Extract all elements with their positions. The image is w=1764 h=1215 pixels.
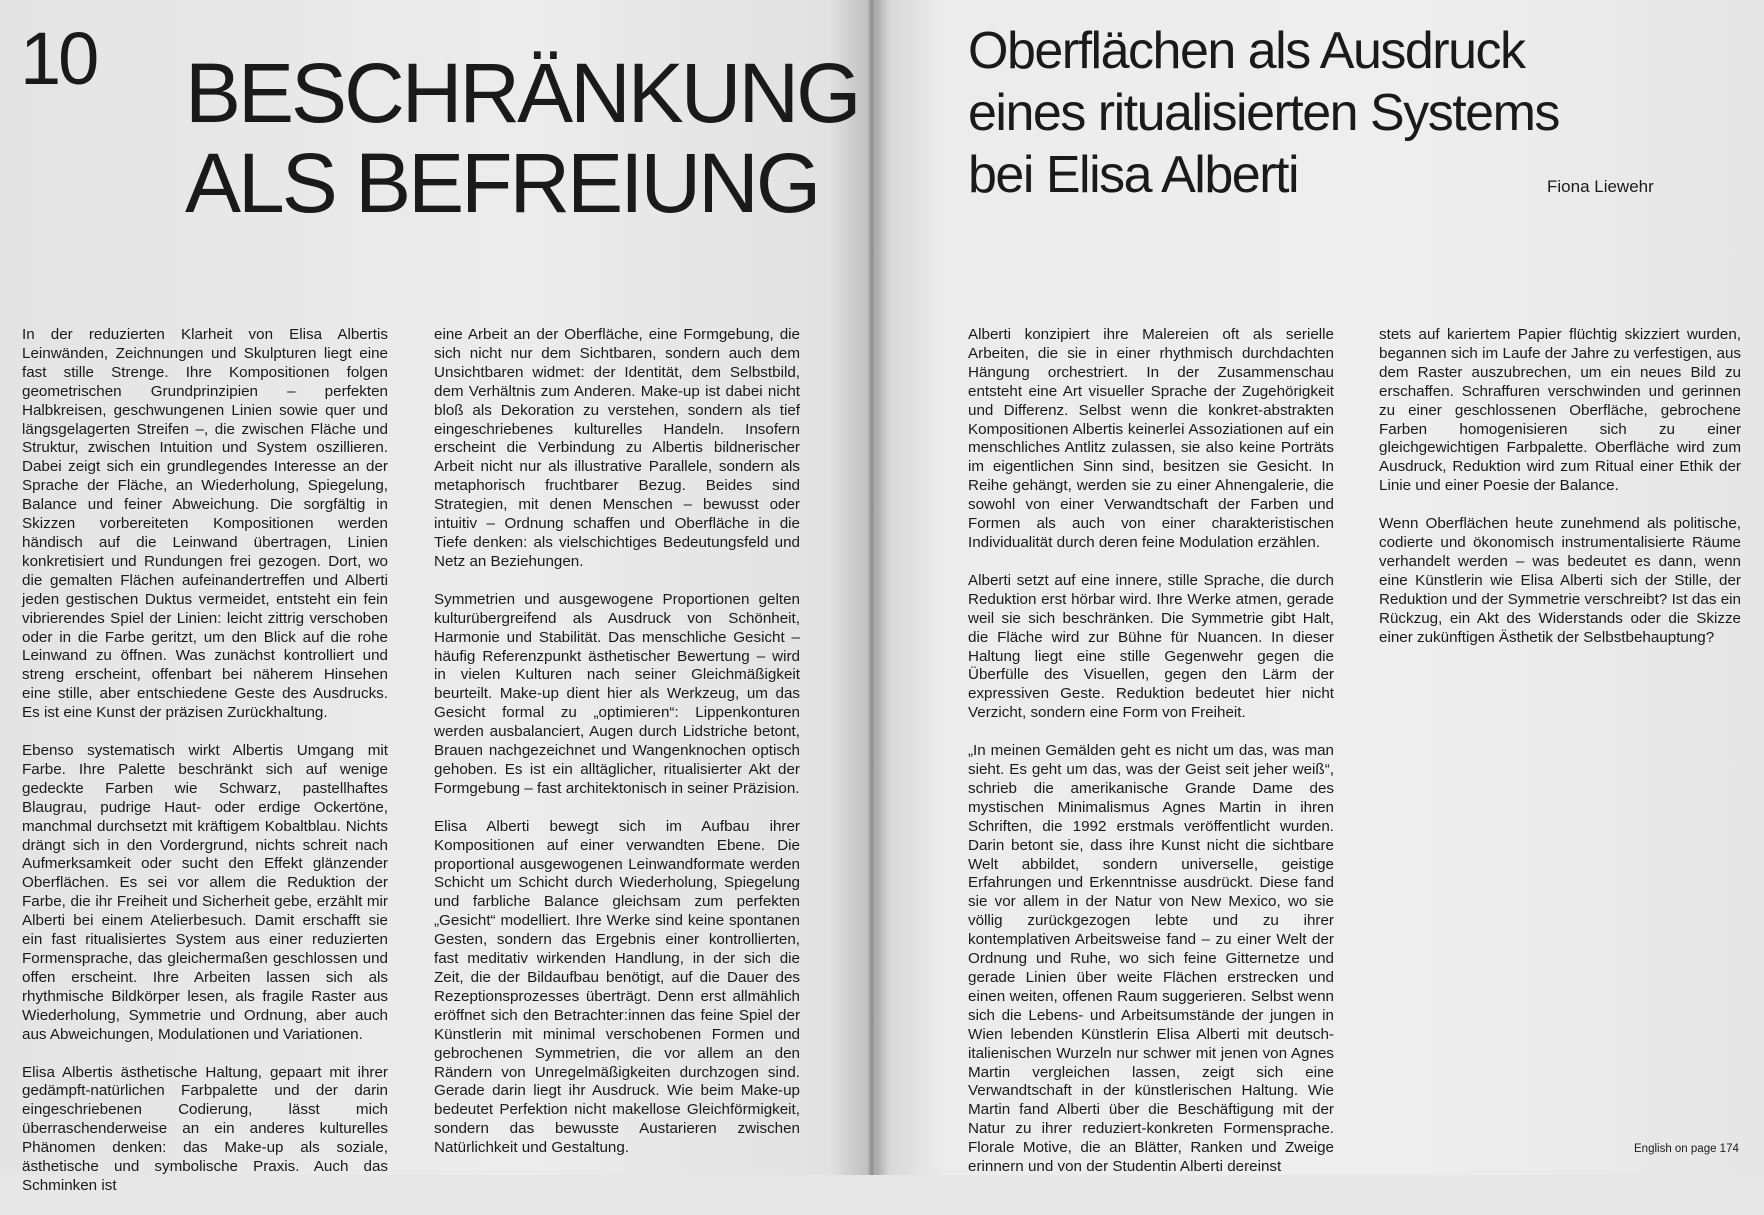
article-title-line: Oberflächen als Ausdruck (968, 22, 1525, 80)
book-gutter (868, 0, 876, 1175)
article-title-line: bei Elisa Alberti (968, 146, 1299, 204)
article-title-line: eines ritualisierten Systems (968, 84, 1559, 142)
paragraph: Alberti konzipiert ihre Malereien oft als serielle Arbeiten, die sie in einer rhythmisch durchdachten Hängung orchestriert. In der Zusammenschau entsteht eine Art visueller Sprache der Zugehörigkeit und Differenz. Selbst wenn die konkret-abstrakten Kompositionen Albertis keinerlei Assoziationen auf ein menschliches Antlitz zulassen, sie also keine Porträts im eigentlichen Sinn sind, besitzen sie Gesicht. In Reihe gehängt, werden sie zu einer Ahnengalerie, die sowohl von einer Verwandtschaft der Farben und Formen als auch von einer charakteristischen Individualität durch deren feine Modulation erzählen. (968, 326, 1334, 551)
section-title-line: ALS BEFREIUNG (185, 136, 819, 230)
text-column-2 (434, 326, 800, 1177)
left-page (0, 0, 872, 1194)
text-column-4 (1379, 326, 1741, 667)
text-column-1 (22, 326, 388, 1215)
chapter-number: 10 (20, 17, 97, 100)
paragraph: Ebenso systematisch wirkt Albertis Umgang mit Farbe. Ihre Palette beschränkt sich auf wenige gedeckte Farben wie Schwarz, pastellhaftes Blaugrau, pudrige Haut- oder erdige Ockertöne, manchmal durchsetzt mit kräftigem Kobaltblau. Nichts drängt sich in den Vordergrund, nichts schreit nach Aufmerksamkeit oder sucht den Effekt glänzender Oberflächen. Es sei vor allem die Reduktion der Farbe, die ihr Freiheit und Sicherheit gebe, erzählt mir Alberti bei einem Atelierbesuch. Damit erschafft sie ein fast ritualisiertes System aus einer reduzierten Formensprache, das gleichermaßen geschlossen und offen erscheint. Ihre Arbeiten lassen sich als rhythmische Bildkörper lesen, als fragile Raster aus Wiederholung, Symmetrie und Ordnung, aber auch aus Abweichungen, Modulationen und Variationen. (22, 742, 388, 1043)
paragraph: Alberti setzt auf eine innere, stille Sprache, die durch Reduktion erst hörbar wird. Ihre Werke atmen, gerade weil sie sich beschränken. Die Symmetrie gibt Halt, die Fläche wird zur Bühne für Nuancen. In dieser Haltung liegt eine stille Gegenwehr gegen die Überfülle des Visuellen, gegen den Lärm der expressiven Geste. Reduktion bedeutet hier nicht Verzicht, sondern eine Form von Freiheit. (968, 571, 1334, 722)
paragraph: Elisa Alberti bewegt sich im Aufbau ihrer Kompositionen auf einer verwandten Ebene. Die proportional ausgewogenen Leinwandformate werden Schicht um Schicht durch Wiederholung, Spiegelung und farbliche Balance gleichsam zum perfekten „Gesicht“ modelliert. Ihre Werke sind keine spontanen Gesten, sondern das Ergebnis einer kontrollierten, fast meditativ wirkenden Handlung, in der sich die Zeit, die der Bildaufbau benötigt, auf die Dauer des Rezeptionsprozesses überträgt. Denn erst allmählich eröffnet sich den Betrachter:innen das feine Spiel der Künstlerin mit minimal verschobenen Formen und gebrochenen Symmetrien, die vor allem an den Rändern von Unregelmäßigkeiten durchzogen sind. Gerade darin liegt ihr Ausdruck. Wie beim Make-up bedeutet Perfektion nicht makellose Gleichförmigkeit, sondern das bewusste Austarieren zwischen Natürlichkeit und Gestaltung. (434, 817, 800, 1157)
paragraph: „In meinen Gemälden geht es nicht um das, was man sieht. Es geht um das, was der Geist seit jeher weiß“, schrieb die amerikanische Grande Dame des mystischen Minimalismus Agnes Martin in ihren Schriften, die 1992 erstmals veröffentlicht wurden. Darin betont sie, dass ihre Kunst nicht die sichtbare Welt abbildet, sondern universelle, geistige Erfahrungen und Erkenntnisse ausdrückt. Diese fand sie vor allem in der Natur von New Mexico, wo sie völlig zurückgezogen lebte und zu ihrer kontemplativen Arbeitsweise fand – zu einer Welt der Ordnung und Ruhe, wo sich feine Gitternetze und gerade Linien über weite Flächen erstrecken und einen weiten, offenen Raum suggerieren. Selbst wenn sich die Lebens- und Arbeitsumstände der jungen in Wien lebenden Künstlerin Elisa Alberti mit deutsch-italienischen Wurzeln nur schwer mit jenen von Agnes Martin vergleichen lassen, zeigt sich eine Verwandtschaft in der künstlerischen Haltung. Wie Martin fand Alberti über die Beschäftigung mit der Natur zu ihrer reduziert-konkreten Formensprache. Florale Motive, die an Blätter, Ranken und Zweige erinnern und von der Studentin Alberti dereinst (968, 742, 1334, 1176)
paragraph: Elisa Albertis ästhetische Haltung, gepaart mit ihrer gedämpft-natürlichen Farbpalette und der darin eingeschriebenen Codierung, lässt mich überraschenderweise an ein anderes kulturelles Phänomen denken: das Make-up als soziale, ästhetische und symbolische Praxis. Auch das Schminken ist (22, 1063, 388, 1194)
paragraph: In der reduzierten Klarheit von Elisa Albertis Leinwänden, Zeichnungen und Skulpturen liegt eine fast stille Strenge. Ihre Kompositionen folgen geometrischen Grundprinzipien – perfekten Halbkreisen, geschwungenen Linien sowie quer und längsgelagerten Streifen –, die zwischen Fläche und Struktur, zwischen Intuition und System oszillieren. Dabei zeigt sich ein grundlegendes Interesse an der Sprache der Fläche, an Wiederholung, Spiegelung, Balance und feiner Abweichung. Die sorgfältig in Skizzen vorbereiteten Kompositionen werden händisch auf die Leinwand übertragen, Linien konkretisiert und Rundungen frei gezogen. Dort, wo die gemalten Flächen aufeinandertreffen und Alberti jeden gestischen Duktus vermeidet, entsteht ein fein vibrierendes Spiel der Linien: leicht zittrig verschoben oder in die Farbe geritzt, um den Blick auf die rohe Leinwand zu öffnen. Was zunächst kontrolliert und streng erscheint, offenbart bei näherem Hinsehen eine stille, aber entschiedene Geste des Ausdrucks. Es ist eine Kunst der präzisen Zurückhaltung. (22, 326, 388, 722)
paragraph: Wenn Oberflächen heute zunehmend als politische, codierte und ökonomisch instrumentalisierte Räume verhandelt werden – was bedeutet es dann, wenn eine Künstlerin wie Elisa Alberti sich der Stille, der Reduktion und der Symmetrie verschreibt? Ist das ein Rückzug, ein Akt des Widerstands oder die Skizze einer zukünftigen Ästhetik der Selbstbehauptung? (1379, 515, 1741, 646)
page-reference-note: English on page 174 (1634, 1143, 1739, 1155)
paragraph: eine Arbeit an der Oberfläche, eine Formgebung, die sich nicht nur dem Sichtbaren, sondern auch dem Unsichtbaren widmet: der Identität, dem Selbstbild, dem Verhältnis zum Anderen. Make-up ist dabei nicht bloß als Dekoration zu verstehen, sondern als tief eingeschriebenes kulturelles Handeln. Insofern erscheint die Verbindung zu Albertis bildnerischer Arbeit nicht nur als illustrative Parallele, sondern als metaphorisch fruchtbarer Bezug. Beides sind Strategien, mit denen Menschen – bewusst oder intuitiv – Ordnung schaffen und Oberfläche in die Tiefe denken: als vielschichtiges Bedeutungsfeld und Netz an Beziehungen. (434, 326, 800, 570)
section-title-line: BESCHRÄNKUNG (185, 46, 859, 140)
author-name: Fiona Liewehr (1547, 177, 1654, 196)
paragraph: stets auf kariertem Papier flüchtig skizziert wurden, begannen sich im Laufe der Jahre zu verfestigen, aus dem Raster auszubrechen, um ein neues Bild zu erschaffen. Schraffuren verschwinden und gerinnen zu einer geschlossenen Oberfläche, gebrochene Farben homogenisieren sich zu einer gleichgewichtigen Farbpalette. Oberfläche wird zum Ausdruck, Reduktion wird zum Ritual einer Ethik der Linie und einer Poesie der Balance. (1379, 326, 1741, 495)
section-title (185, 48, 858, 228)
right-page (872, 0, 1764, 1175)
text-column-3 (968, 326, 1334, 1196)
paragraph: Symmetrien und ausgewogene Proportionen gelten kulturübergreifend als Ausdruck von Schönheit, Harmonie und Stabilität. Das menschliche Gesicht – häufig Referenzpunkt ästhetischer Bewertung – wird in vielen Kulturen nach seiner Gleichmäßigkeit beurteilt. Make-up dient hier als Werkzeug, um das Gesicht formal zu „optimieren“: Lippenkonturen werden ausbalanciert, Augen durch Lidstriche betont, Brauen nachgezeichnet und Wangenknochen optisch gehoben. Es ist ein alltäglicher, ritualisierter Akt der Formgebung – fast architektonisch in seiner Präzision. (434, 590, 800, 797)
article-title (968, 20, 1559, 206)
